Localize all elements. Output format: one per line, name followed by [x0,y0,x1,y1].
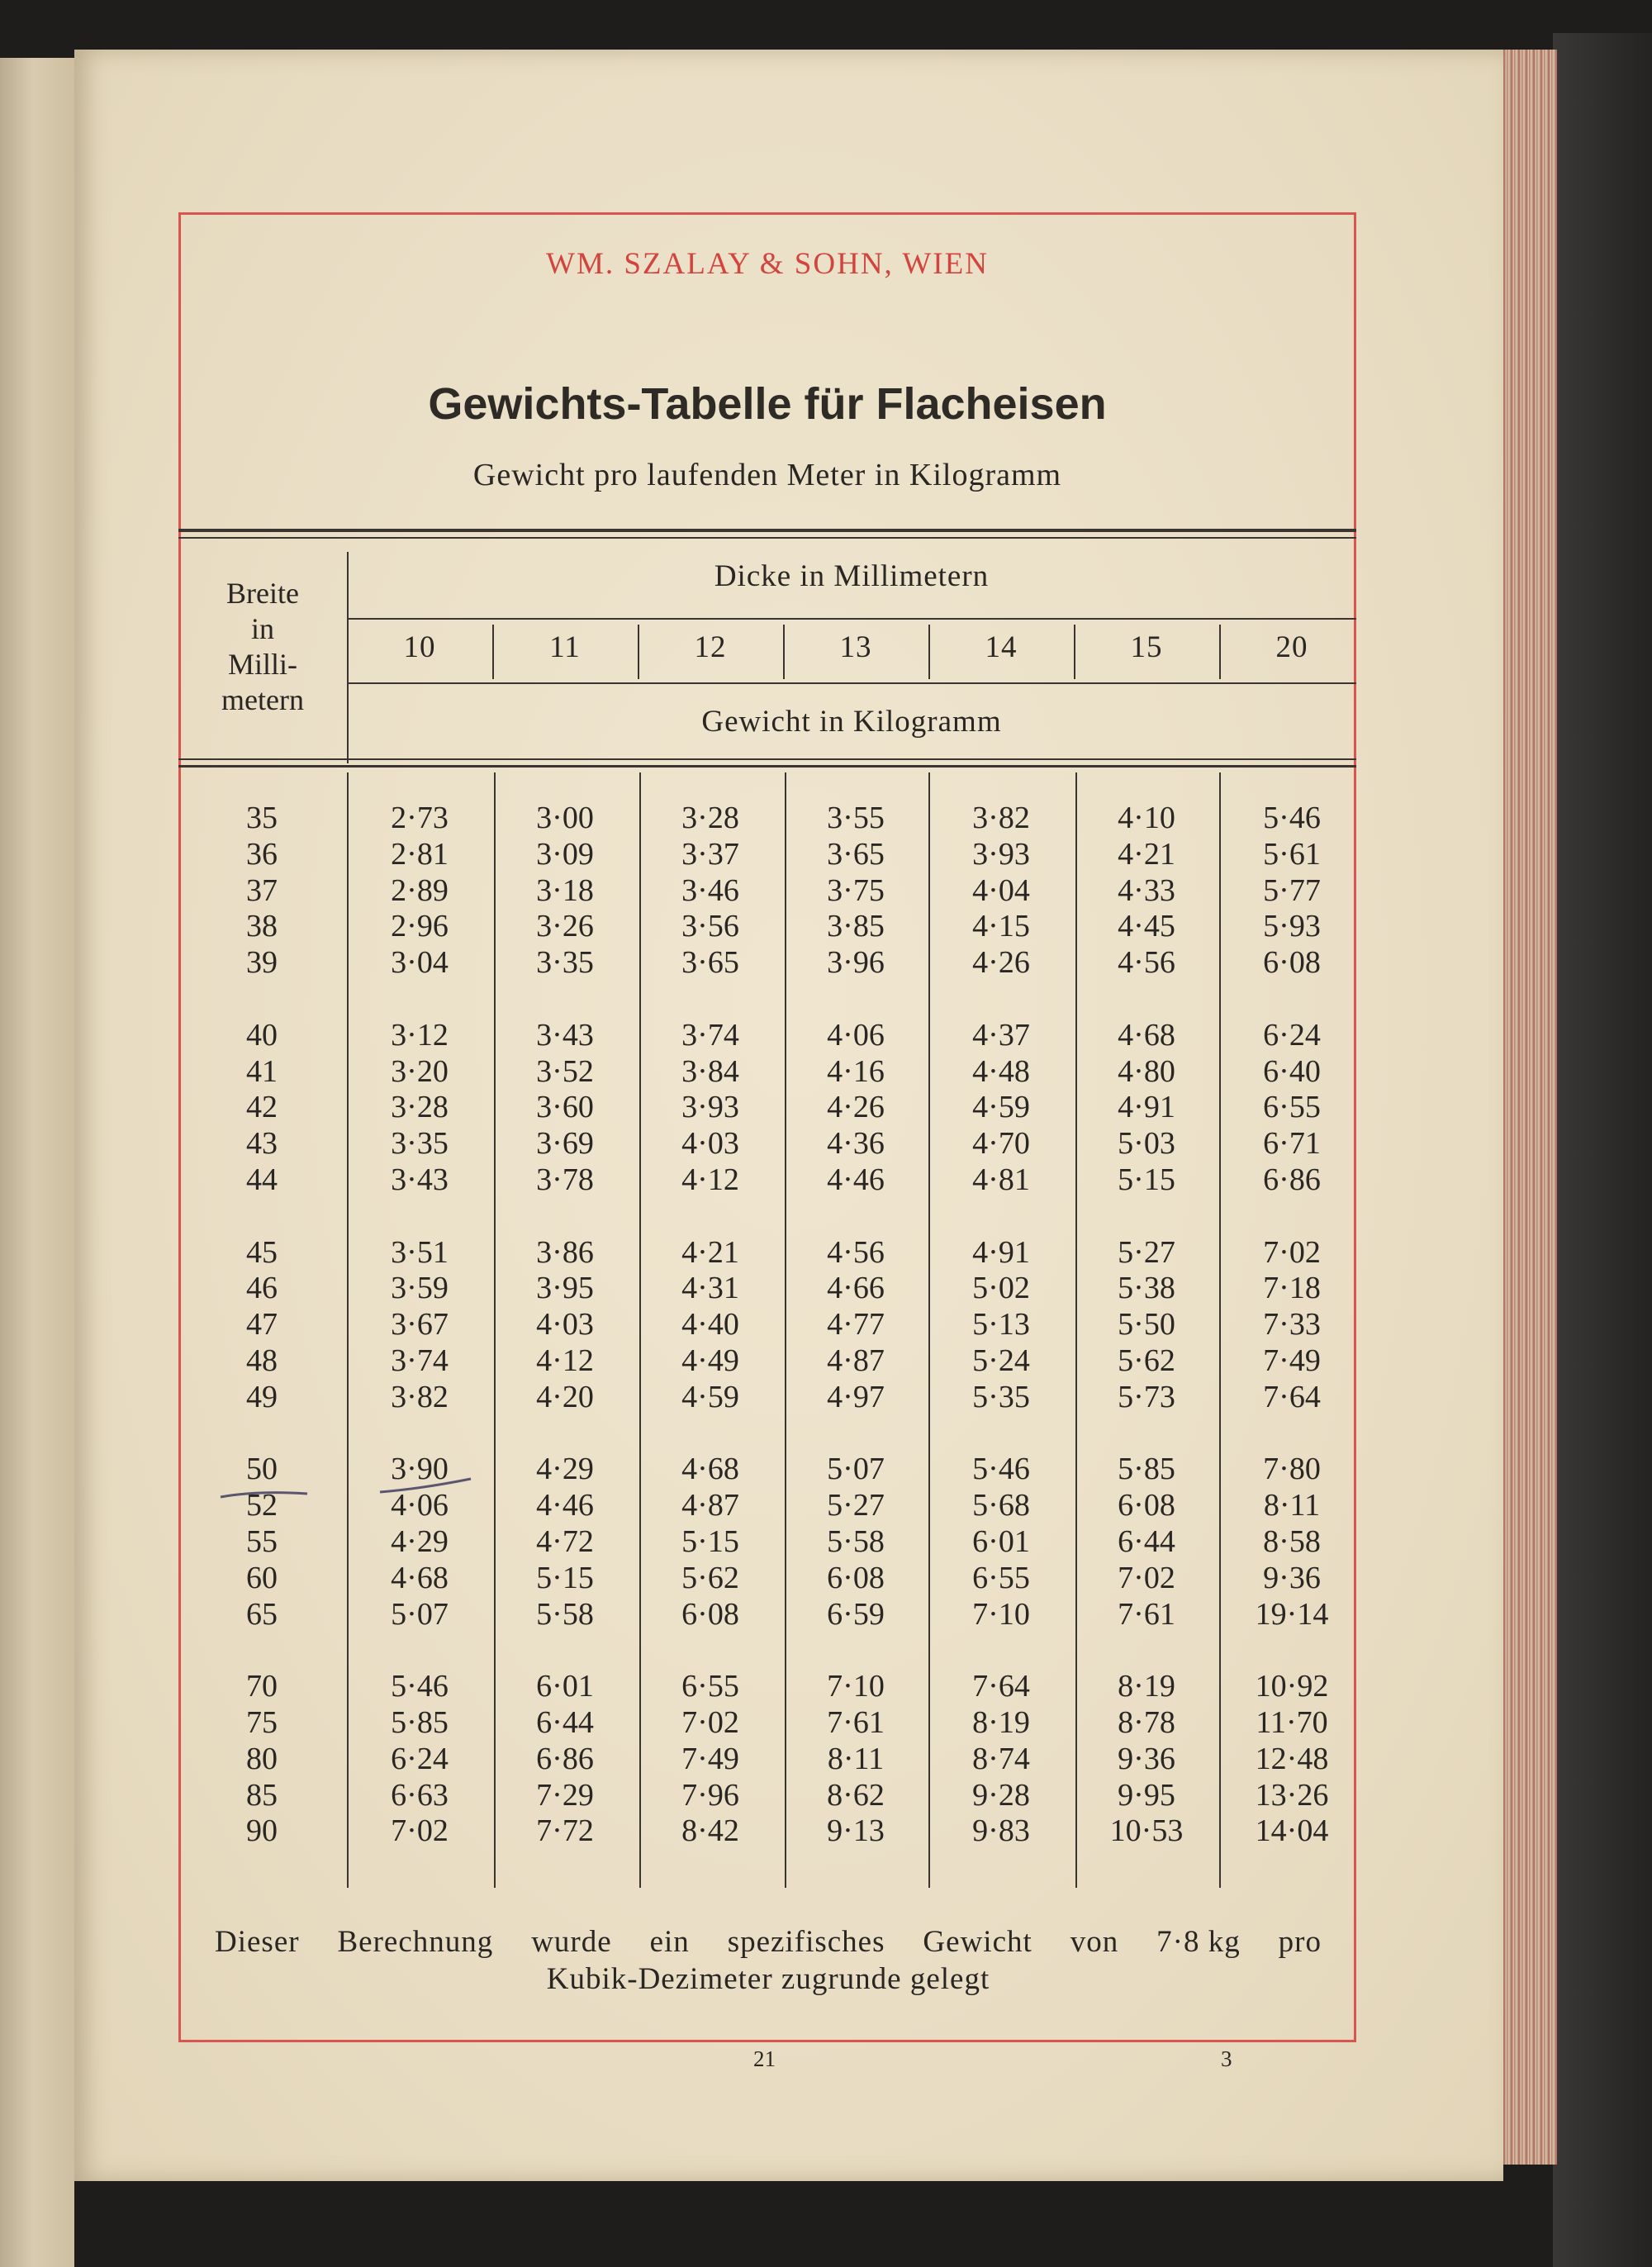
header-top-rule-thin [178,537,1356,539]
weight-cell: 9·28 [972,1778,1030,1813]
calculation-note [215,1923,1322,1998]
weight-cell: 9·13 [827,1813,885,1848]
weight-cell: 6·08 [1263,945,1321,980]
weight-cell: 3·18 [536,873,594,908]
weight-cell: 3·82 [972,801,1030,835]
weight-cell: 4·40 [681,1307,739,1342]
weight-cell: 2·89 [391,873,449,908]
width-cell: 85 [246,1778,278,1813]
gewicht-header: Gewicht in Kilogramm [701,705,1002,739]
weight-cell: 5·62 [681,1561,739,1595]
weight-cell: 7·02 [1263,1235,1321,1270]
weight-cell: 7·10 [827,1669,885,1704]
width-cell: 80 [246,1742,278,1776]
weight-cell: 3·28 [681,801,739,835]
weight-cell: 8·74 [972,1742,1030,1776]
weight-cell: 5·46 [391,1669,449,1704]
weight-cell: 4·45 [1118,909,1175,943]
weight-cell: 5·77 [1263,873,1321,908]
width-cell: 65 [246,1597,278,1632]
weight-cell: 8·19 [972,1705,1030,1740]
weight-cell: 3·00 [536,801,594,835]
thickness-header-cell: 12 [694,630,727,664]
weight-cell: 4·72 [536,1524,594,1559]
pencil-mark-390 [376,1472,475,1505]
weight-cell: 7·72 [536,1813,594,1848]
weight-cell: 4·59 [681,1380,739,1414]
page-number-left: 21 [753,2046,776,2071]
weight-cell: 3·67 [391,1307,449,1342]
thickness-header-cell: 15 [1130,630,1163,664]
weight-cell: 5·03 [1118,1126,1175,1161]
weight-cell: 4·20 [536,1380,594,1414]
weight-cell: 9·95 [1118,1778,1175,1813]
width-cell: 41 [246,1054,278,1089]
weight-cell: 3·43 [391,1162,449,1197]
breite-label-line: metern [221,683,304,716]
thickness-header-cell: 11 [549,630,581,664]
weight-cell: 3·51 [391,1235,449,1270]
weight-cell: 8·58 [1263,1524,1321,1559]
weight-cell: 10·92 [1255,1669,1329,1704]
pencil-mark-50 [216,1479,316,1512]
width-cell: 36 [246,837,278,872]
weight-cell: 7·49 [681,1742,739,1776]
weight-cell: 4·21 [1118,837,1175,872]
page-stack-edge [1499,50,1557,2165]
dicke-header: Dicke in Millimetern [714,559,990,593]
width-cell: 43 [246,1126,278,1161]
breite-label-line: in [250,612,274,645]
weight-cell: 3·43 [536,1018,594,1053]
note-line-1 [215,1923,1322,1960]
width-cell: 50 [246,1452,278,1486]
weight-cell: 5·27 [827,1488,885,1523]
weight-cell: 3·78 [536,1162,594,1197]
weight-cell: 4·87 [681,1488,739,1523]
width-cell: 60 [246,1561,278,1595]
weight-cell: 7·33 [1263,1307,1321,1342]
weight-cell: 6·44 [1118,1524,1175,1559]
weight-cell: 4·12 [681,1162,739,1197]
weight-cell: 5·15 [681,1524,739,1559]
breite-label-line: Breite [226,577,299,610]
width-cell: 39 [246,945,278,980]
weight-cell: 8·11 [1263,1488,1321,1523]
width-cell: 75 [246,1705,278,1740]
weight-cell: 3·93 [972,837,1030,872]
book-cover-edge [1553,33,1652,2267]
weight-cell: 3·65 [827,837,885,872]
width-cell: 47 [246,1307,278,1342]
weight-cell: 4·03 [681,1126,739,1161]
weight-cell: 5·58 [827,1524,885,1559]
weight-cell: 4·49 [681,1343,739,1378]
width-cell: 40 [246,1018,278,1053]
weight-cell: 3·56 [681,909,739,943]
weight-cell: 3·96 [827,945,885,980]
weight-cell: 8·11 [827,1742,885,1776]
weight-cell: 6·59 [827,1597,885,1632]
weight-cell: 4·15 [972,909,1030,943]
width-cell: 42 [246,1090,278,1124]
weight-cell: 4·66 [827,1271,885,1305]
weight-cell: 5·68 [972,1488,1030,1523]
weight-cell: 7·29 [536,1778,594,1813]
weight-cell: 5·35 [972,1380,1030,1414]
thickness-divider [1074,625,1075,679]
weight-cell: 4·59 [972,1090,1030,1124]
thickness-header-cell: 14 [985,630,1018,664]
thickness-divider [1219,625,1221,679]
weight-cell: 7·02 [1118,1561,1175,1595]
binding-left [0,58,74,2267]
thickness-divider [783,625,785,679]
weight-cell: 3·84 [681,1054,739,1089]
weight-cell: 6·44 [536,1705,594,1740]
weight-cell: 6·08 [827,1561,885,1595]
weight-cell: 3·12 [391,1018,449,1053]
page-subtitle: Gewicht pro laufenden Meter in Kilogramm [472,458,1062,492]
weight-cell: 4·91 [972,1235,1030,1270]
header-bottom-rule-thick [178,765,1356,768]
weight-cell: 3·90 [391,1452,449,1486]
weight-cell: 4·29 [536,1452,594,1486]
weight-cell: 5·46 [972,1452,1030,1486]
weight-cell: 4·81 [972,1162,1030,1197]
weight-cell: 6·86 [1263,1162,1321,1197]
weight-cell: 4·26 [827,1090,885,1124]
weight-cell: 7·64 [972,1669,1030,1704]
weight-cell: 5·07 [391,1597,449,1632]
width-cell: 70 [246,1669,278,1704]
weight-cell: 7·02 [681,1705,739,1740]
note-line-2: Kubik-Dezimeter zugrunde gelegt [546,1962,990,1996]
weight-cell: 3·59 [391,1271,449,1305]
weight-cell: 4·97 [827,1380,885,1414]
weight-cell: 3·28 [391,1090,449,1124]
weight-cell: 14·04 [1255,1813,1329,1848]
weight-cell: 3·04 [391,945,449,980]
weight-cell: 3·82 [391,1380,449,1414]
weight-cell: 4·10 [1118,801,1175,835]
weight-cell: 7·61 [827,1705,885,1740]
weight-cell: 4·26 [972,945,1030,980]
thickness-row-top-rule [347,618,1356,620]
weight-cell: 6·55 [972,1561,1030,1595]
width-cell: 46 [246,1271,278,1305]
width-cell: 90 [246,1813,278,1848]
weight-cell: 4·56 [1118,945,1175,980]
width-cell: 37 [246,873,278,908]
weight-cell: 5·15 [536,1561,594,1595]
width-cell: 48 [246,1343,278,1378]
weight-cell: 4·31 [681,1271,739,1305]
weight-cell: 5·50 [1118,1307,1175,1342]
weight-cell: 4·16 [827,1054,885,1089]
weight-cell: 11·70 [1256,1705,1328,1740]
weight-cell: 7·96 [681,1778,739,1813]
weight-cell: 5·93 [1263,909,1321,943]
weight-cell: 3·35 [391,1126,449,1161]
width-cell: 38 [246,909,278,943]
weight-cell: 7·10 [972,1597,1030,1632]
weight-cell: 4·12 [536,1343,594,1378]
note-word: Gewicht [923,1925,1032,1959]
note-word: spezifisches [727,1925,885,1959]
weight-cell: 5·38 [1118,1271,1175,1305]
width-cell: 44 [246,1162,278,1197]
weight-cell: 3·65 [681,945,739,980]
weight-cell: 4·29 [391,1524,449,1559]
firm-name: WM. SZALAY & SOHN, WIEN [546,247,989,281]
weight-cell: 7·02 [391,1813,449,1848]
thickness-row-bottom-rule [347,682,1356,684]
note-word: Dieser [215,1925,300,1959]
weight-cell: 2·81 [391,837,449,872]
note-word: wurde [531,1925,612,1959]
weight-cell: 5·02 [972,1271,1030,1305]
weight-cell: 6·08 [1118,1488,1175,1523]
thickness-header-cell: 10 [403,630,436,664]
weight-cell: 3·09 [536,837,594,872]
weight-cell: 5·61 [1263,837,1321,872]
weight-cell: 4·03 [536,1307,594,1342]
thickness-header-cell: 20 [1275,630,1308,664]
weight-cell: 7·18 [1263,1271,1321,1305]
weight-cell: 5·15 [1118,1162,1175,1197]
width-cell: 52 [246,1488,278,1523]
note-word: 7·8 kg [1156,1925,1241,1959]
weight-cell: 10·53 [1109,1813,1184,1848]
weight-cell: 3·46 [681,873,739,908]
weight-cell: 8·19 [1118,1669,1175,1704]
weight-cell: 3·74 [681,1018,739,1053]
weight-cell: 5·27 [1118,1235,1175,1270]
weight-cell: 3·52 [536,1054,594,1089]
weight-cell: 6·08 [681,1597,739,1632]
weight-cell: 7·61 [1118,1597,1175,1632]
weight-cell: 8·42 [681,1813,739,1848]
weight-cell: 3·35 [536,945,594,980]
weight-cell: 7·49 [1263,1343,1321,1378]
weight-cell: 4·68 [391,1561,449,1595]
breite-header [180,576,345,718]
note-word: pro [1278,1925,1322,1959]
weight-cell: 4·68 [681,1452,739,1486]
weight-cell: 6·55 [1263,1090,1321,1124]
weight-cell: 4·48 [972,1054,1030,1089]
weight-cell: 6·24 [391,1742,449,1776]
weight-cell: 6·63 [391,1778,449,1813]
weight-cell: 3·75 [827,873,885,908]
weight-cell: 9·36 [1263,1561,1321,1595]
weight-cell: 4·80 [1118,1054,1175,1089]
weight-cell: 3·74 [391,1343,449,1378]
weight-cell: 4·33 [1118,873,1175,908]
weight-cell: 6·01 [536,1669,594,1704]
weight-cell: 7·80 [1263,1452,1321,1486]
weight-cell: 13·26 [1255,1778,1329,1813]
weight-cell: 5·46 [1263,801,1321,835]
thickness-divider [492,625,494,679]
weight-cell: 4·37 [972,1018,1030,1053]
weight-cell: 4·46 [536,1488,594,1523]
weight-cell: 4·56 [827,1235,885,1270]
weight-cell: 3·55 [827,801,885,835]
weight-cell: 4·21 [681,1235,739,1270]
weight-cell: 4·36 [827,1126,885,1161]
weight-cell: 3·37 [681,837,739,872]
weight-cell: 4·77 [827,1307,885,1342]
weight-cell: 3·85 [827,909,885,943]
weight-cell: 2·73 [391,801,449,835]
thickness-divider [928,625,930,679]
note-word: ein [649,1925,690,1959]
weight-cell: 4·68 [1118,1018,1175,1053]
weight-cell: 4·46 [827,1162,885,1197]
weight-cell: 7·64 [1263,1380,1321,1414]
width-cell: 35 [246,801,278,835]
note-word: Berechnung [337,1925,494,1959]
page-number-right: 3 [1221,2046,1232,2071]
page-title: Gewichts-Tabelle für Flacheisen [428,379,1107,429]
weight-cell: 3·20 [391,1054,449,1089]
weight-cell: 5·24 [972,1343,1030,1378]
weight-cell: 5·73 [1118,1380,1175,1414]
weight-cell: 6·40 [1263,1054,1321,1089]
weight-cell: 3·26 [536,909,594,943]
weight-cell: 4·87 [827,1343,885,1378]
width-cell: 49 [246,1380,278,1414]
weight-cell: 6·01 [972,1524,1030,1559]
thickness-header-cell: 13 [839,630,872,664]
weight-cell: 5·13 [972,1307,1030,1342]
weight-cell: 4·06 [827,1018,885,1053]
header-bottom-rule [178,758,1356,760]
thickness-divider [638,625,639,679]
note-word: von [1070,1925,1119,1959]
weight-cell: 3·95 [536,1271,594,1305]
weight-cell: 8·78 [1118,1705,1175,1740]
weight-cell: 3·86 [536,1235,594,1270]
weight-cell: 19·14 [1255,1597,1329,1632]
width-cell: 45 [246,1235,278,1270]
weight-cell: 6·55 [681,1669,739,1704]
weight-cell: 5·07 [827,1452,885,1486]
weight-cell: 9·36 [1118,1742,1175,1776]
weight-cell: 5·85 [1118,1452,1175,1486]
width-cell: 55 [246,1524,278,1559]
weight-cell: 4·04 [972,873,1030,908]
weight-cell: 5·62 [1118,1343,1175,1378]
weight-cell: 4·91 [1118,1090,1175,1124]
weight-cell: 6·71 [1263,1126,1321,1161]
breite-label-line: Milli- [227,648,297,681]
weight-cell: 3·93 [681,1090,739,1124]
weight-cell: 6·24 [1263,1018,1321,1053]
weight-cell: 5·85 [391,1705,449,1740]
weight-cell: 3·60 [536,1090,594,1124]
weight-cell: 4·06 [391,1488,449,1523]
weight-cell: 2·96 [391,909,449,943]
weight-cell: 9·83 [972,1813,1030,1848]
weight-cell: 12·48 [1255,1742,1329,1776]
header-top-rule [178,529,1356,532]
weight-cell: 6·86 [536,1742,594,1776]
weight-cell: 8·62 [827,1778,885,1813]
weight-cell: 3·69 [536,1126,594,1161]
weight-cell: 5·58 [536,1597,594,1632]
weight-cell: 4·70 [972,1126,1030,1161]
